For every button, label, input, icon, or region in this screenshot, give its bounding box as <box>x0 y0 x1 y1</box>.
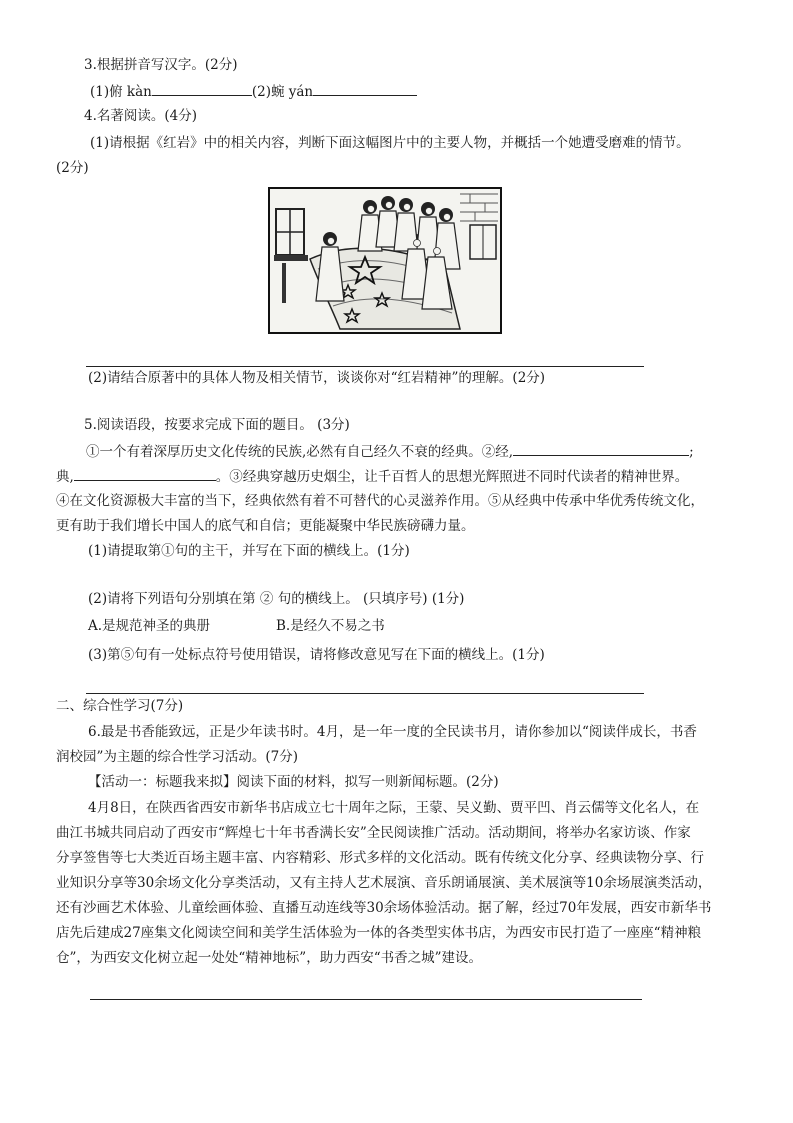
q4-title: 4.名著阅读。(4分) <box>84 108 198 124</box>
q5-blank-2[interactable] <box>74 466 216 481</box>
q4-part2: (2)请结合原著中的具体人物及相关情节，谈谈你对“红岩精神”的理解。(2分) <box>88 370 546 386</box>
q6-line1: 6.最是书香能致远，正是少年读书时。4月，是一年一度的全民读书月，请你参加以“阅读伴成长，书香 <box>88 724 697 740</box>
q5-sub2: (2)请将下列语句分别填在第 ② 句的横线上。 (只填序号) (1分) <box>88 591 465 607</box>
q6-line2: 润校园”为主题的综合性学习活动。(7分) <box>56 749 299 765</box>
q5-option-a: A.是规范神圣的典册 <box>88 618 211 634</box>
q5-passage-line3: ④在文化资源极大丰富的当下，经典依然有着不可替代的心灵滋养作用。⑤从经典中传承中华优秀传统文化， <box>56 493 704 509</box>
red-rock-illustration <box>268 187 502 334</box>
q5-passage-line1 <box>86 441 694 462</box>
q5-sub1: (1)请提取第①句的主干，并写在下面的横线上。(1分) <box>88 543 410 559</box>
activity1-answer-line[interactable] <box>90 999 642 1000</box>
material-line: 还有沙画艺术体验、儿童绘画体验、直播互动连线等30余场体验活动。据了解，经过70年发展，西安市新华书 <box>56 900 712 916</box>
q5-passage-line2 <box>56 466 688 487</box>
q3-item1-label: (1)俯 kàn <box>90 84 152 100</box>
q3-item1-blank[interactable] <box>152 81 252 96</box>
activity1-title: 【活动一：标题我来拟】阅读下面的材料，拟写一则新闻标题。(2分) <box>88 774 499 790</box>
material-line: 业知识分享等30余场文化分享类活动，又有主持人艺术展演、音乐朗诵展演、美术展演等10余场展演类活动， <box>56 875 712 891</box>
q5-passage-text: 典, <box>56 469 74 485</box>
q5-passage-line4: 更有助于我们增长中国人的底气和自信；更能凝聚中华民族磅礴力量。 <box>56 518 475 534</box>
material-line: 分享签售等七大类近百场主题丰富、内容精彩、形式多样的文化活动。既有传统文化分享、经典读物分享、行 <box>56 850 704 866</box>
q5-blank-1[interactable] <box>513 441 689 456</box>
q3-item2-blank[interactable] <box>313 81 417 96</box>
q3-title: 3.根据拼音写汉字。(2分) <box>84 57 238 73</box>
q4-part1-line1: (1)请根据《红岩》中的相关内容，判断下面这幅图片中的主要人物，并概括一个她遭受磨难的情节。 <box>90 135 690 151</box>
q5-sub3: (3)第⑤句有一处标点符号使用错误，请将修改意见写在下面的横线上。(1分) <box>88 647 545 663</box>
q3-item2-label: (2)蜿 yán <box>251 84 314 100</box>
q5-title: 5.阅读语段，按要求完成下面的题目。 (3分) <box>84 417 350 433</box>
section2-heading: 二、综合性学习(7分) <box>56 698 184 714</box>
q4-part1-answer-line[interactable] <box>86 366 644 367</box>
q5-semicolon: ; <box>689 444 694 460</box>
material-line: 4月8日，在陕西省西安市新华书店成立七十周年之际，王蒙、吴义勤、贾平凹、肖云儒等文化名人，在 <box>88 800 700 816</box>
q5-passage-text: 。③经典穿越历史烟尘，让千百哲人的思想光辉照进不同时代读者的精神世界。 <box>215 469 689 485</box>
q5-sub3-answer-line[interactable] <box>86 693 644 694</box>
q3-items <box>90 81 417 102</box>
material-line: 曲江书城共同启动了西安市“辉煌七十年书香满长安”全民阅读推广活动。活动期间，将举办名家访谈、作家 <box>56 825 691 841</box>
q5-option-b: B.是经久不易之书 <box>276 618 385 634</box>
material-line: 店先后建成27座集文化阅读空间和美学生活体验为一体的各类型实体书店，为西安市民打造了一座座“精神粮 <box>56 925 702 941</box>
material-line: 仓”，为西安文化树立起一处处“精神地标”，助力西安“书香之城”建设。 <box>56 950 483 966</box>
q4-part1-line2: (2分) <box>56 160 89 176</box>
q5-passage-text: ①一个有着深厚历史文化传统的民族,必然有自己经久不衰的经典。②经, <box>86 444 514 460</box>
women-embroidering-flag-icon <box>270 189 500 332</box>
